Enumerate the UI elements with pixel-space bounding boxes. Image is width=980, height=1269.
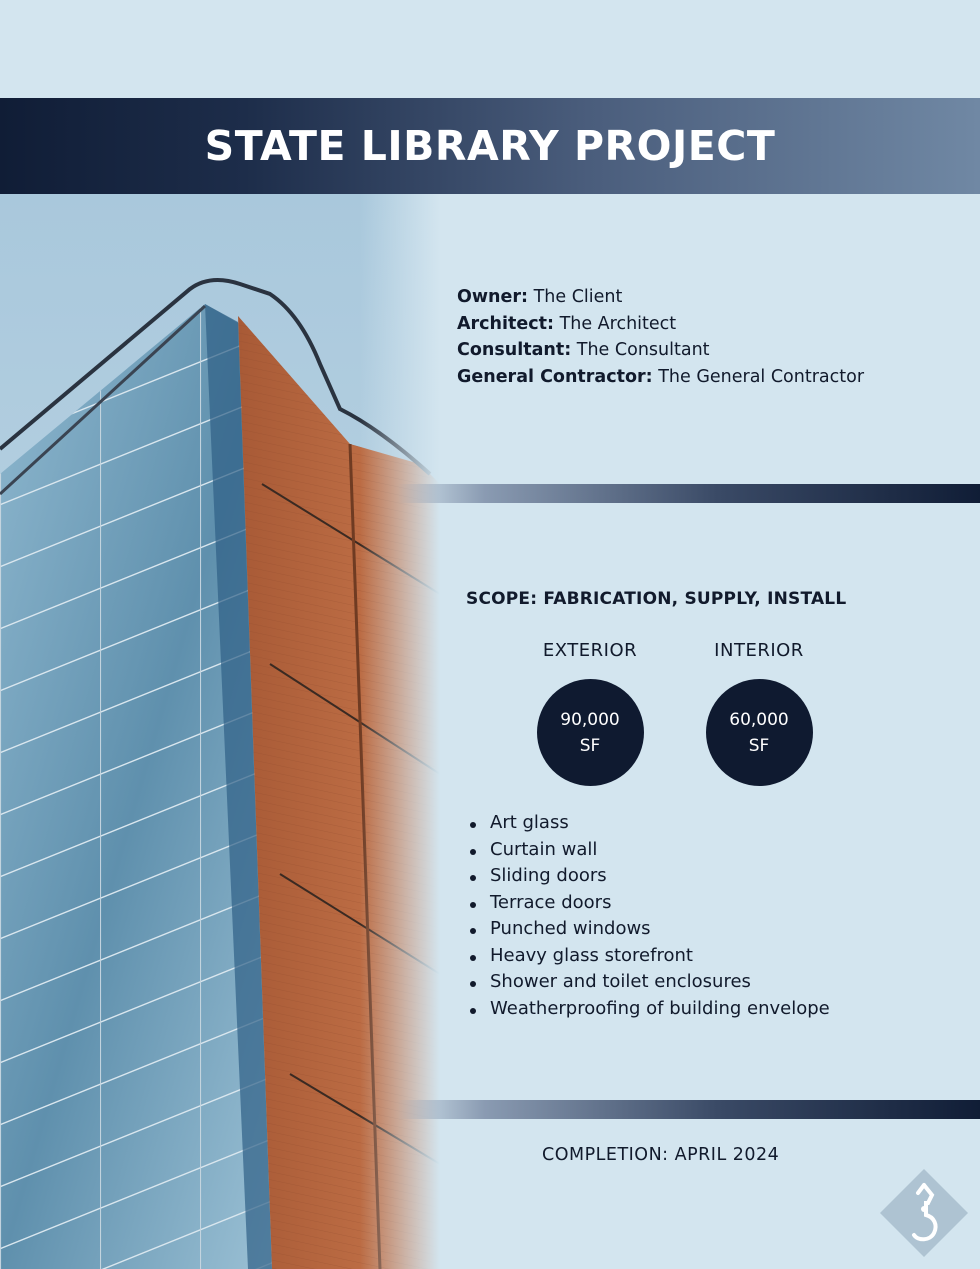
exterior-metric <box>500 640 680 786</box>
credit-owner: Owner: The Client <box>457 287 623 307</box>
list-item: Heavy glass storefront <box>466 943 830 970</box>
interior-value-circle <box>706 679 813 786</box>
divider-stripe-bottom <box>397 1100 980 1119</box>
list-item: Art glass <box>466 810 830 837</box>
interior-label: INTERIOR <box>714 640 804 661</box>
diamond-hook-logo-icon <box>874 1163 974 1263</box>
list-item: Punched windows <box>466 916 830 943</box>
interior-unit: SF <box>748 735 770 756</box>
list-item: Sliding doors <box>466 863 830 890</box>
interior-value: 60,000 <box>729 709 789 730</box>
exterior-unit: SF <box>579 735 601 756</box>
exterior-label: EXTERIOR <box>542 640 638 661</box>
scope-items-list <box>466 810 830 1022</box>
title-banner <box>0 98 980 194</box>
page-title: STATE LIBRARY PROJECT <box>204 122 776 170</box>
credit-consultant: Consultant: The Consultant <box>457 340 710 360</box>
divider-stripe-top <box>397 484 980 503</box>
scope-heading: SCOPE: FABRICATION, SUPPLY, INSTALL <box>466 589 847 609</box>
credit-architect: Architect: The Architect <box>457 313 677 334</box>
list-item: Curtain wall <box>466 837 830 864</box>
completion-date: COMPLETION: APRIL 2024 <box>542 1145 780 1165</box>
project-credits <box>457 284 864 390</box>
interior-metric <box>669 640 849 786</box>
exterior-value-circle <box>537 679 644 786</box>
exterior-value: 90,000 <box>560 709 620 730</box>
list-item: Weatherproofing of building envelope <box>466 996 830 1023</box>
list-item: Shower and toilet enclosures <box>466 969 830 996</box>
list-item: Terrace doors <box>466 890 830 917</box>
credit-general-contractor: General Contractor: The General Contractor <box>457 366 865 387</box>
building-photo <box>0 194 440 1269</box>
